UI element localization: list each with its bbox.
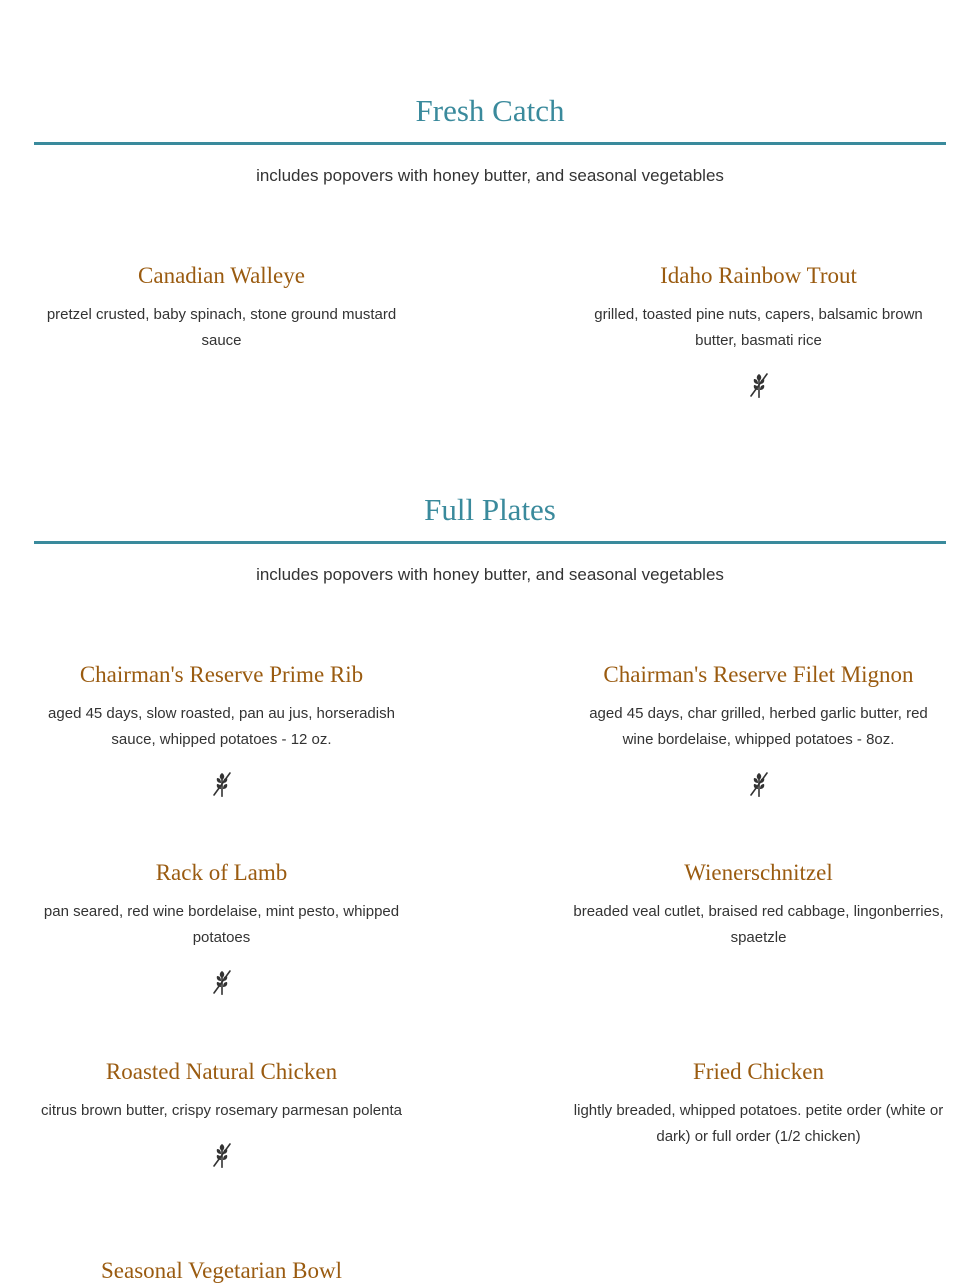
wheat-icon	[210, 967, 234, 997]
menu-item-name: Canadian Walleye	[138, 263, 305, 288]
section-subtitle: includes popovers with honey butter, and seasonal vegetables	[256, 166, 724, 185]
section-divider	[34, 142, 946, 145]
menu-item-name: Rack of Lamb	[155, 860, 288, 885]
menu-item-description: citrus brown butter, crispy rosemary parmesan polenta	[41, 1102, 402, 1119]
menu-item-description: breaded veal cutlet, braised red cabbage, lingonberries, spaetzle	[573, 903, 944, 946]
menu-item-description: grilled, toasted pine nuts, capers, balsamic brown butter, basmati rice	[594, 306, 923, 349]
section-divider	[34, 541, 946, 544]
section-subtitle: includes popovers with honey butter, and seasonal vegetables	[256, 565, 724, 584]
menu-item	[572, 1057, 945, 1150]
wheat-icon	[747, 769, 771, 799]
section-full-plates	[34, 491, 946, 587]
menu-item-name: Chairman's Reserve Filet Mignon	[603, 662, 914, 687]
menu-item-name: Seasonal Vegetarian Bowl	[100, 1258, 343, 1283]
menu-item-name: Chairman's Reserve Prime Rib	[79, 662, 364, 687]
menu-item	[34, 1057, 409, 1170]
menu-item-description: aged 45 days, char grilled, herbed garlic butter, red wine bordelaise, whipped potatoes - 8oz.	[589, 705, 928, 748]
section-fresh-catch	[34, 92, 946, 188]
menu-item-description: aged 45 days, slow roasted, pan au jus, horseradish sauce, whipped potatoes - 12 oz.	[48, 705, 395, 748]
menu-item-name: Wienerschnitzel	[684, 860, 833, 885]
menu-item	[572, 858, 945, 951]
menu-item-description: pan seared, red wine bordelaise, mint pesto, whipped potatoes	[43, 903, 400, 946]
section-title: Fresh Catch	[415, 93, 565, 128]
menu-item-description: pretzel crusted, baby spinach, stone ground mustard sauce	[46, 306, 397, 349]
menu-item-description: lightly breaded, whipped potatoes. petite order (white or dark) or full order (1/2 chicken)	[573, 1102, 944, 1145]
menu-item	[34, 261, 409, 354]
menu-item	[34, 858, 409, 997]
wheat-icon	[210, 1140, 234, 1170]
menu-item-name: Idaho Rainbow Trout	[660, 263, 857, 288]
menu-item-name: Fried Chicken	[693, 1059, 824, 1084]
section-title: Full Plates	[424, 492, 556, 527]
wheat-icon	[747, 370, 771, 400]
menu-item-name: Roasted Natural Chicken	[105, 1059, 338, 1084]
menu-item	[572, 660, 945, 799]
menu-item	[34, 660, 409, 799]
menu-item	[34, 1256, 409, 1286]
wheat-icon	[210, 769, 234, 799]
menu-item	[572, 261, 945, 400]
